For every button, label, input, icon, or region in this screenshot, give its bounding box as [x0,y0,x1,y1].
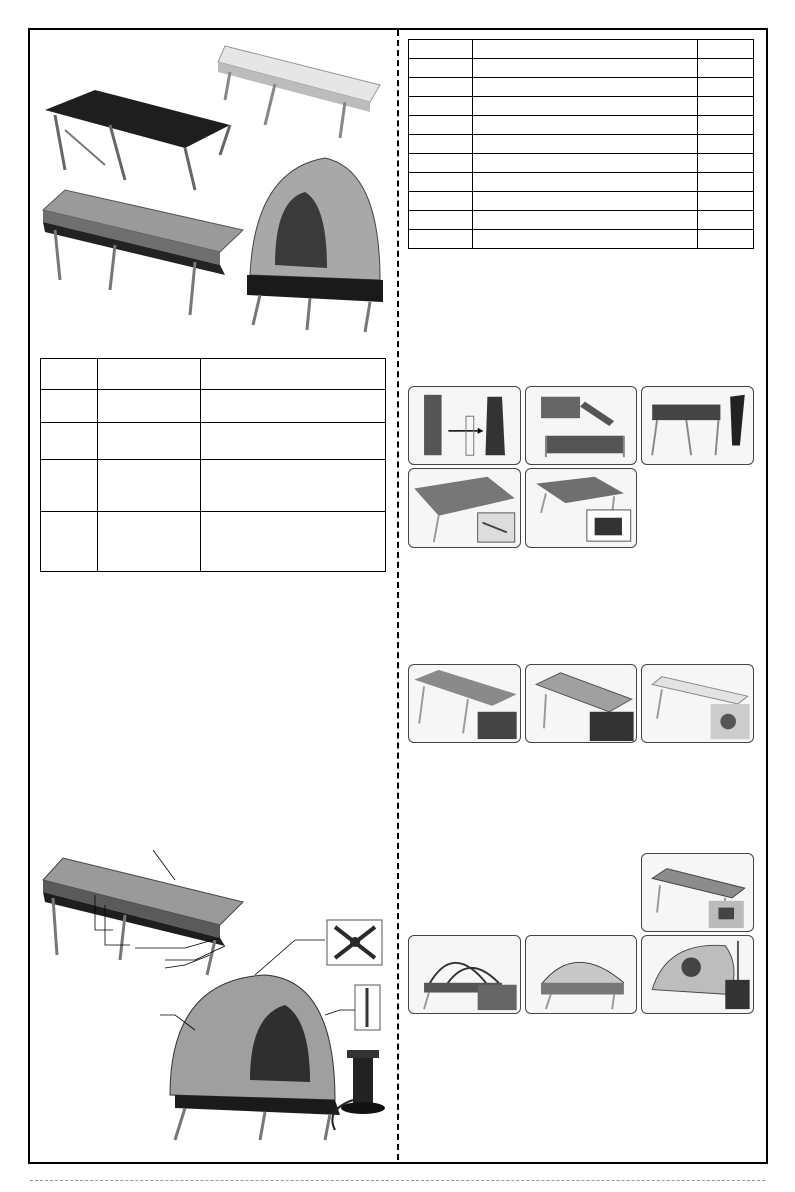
product-overview-illustration [35,40,390,335]
table-row [409,230,754,249]
table-row [409,192,754,211]
table-row [409,40,754,59]
black-cot-illustration [45,90,230,190]
table-row [409,135,754,154]
table-row [41,460,386,512]
table-row [409,97,754,116]
table-row [409,173,754,192]
table-row [41,390,386,423]
step-photo-cot-and-pocket [525,468,637,548]
step-photo-inflate [641,664,754,743]
step-photo-sleeping-bag [641,853,754,932]
step-photo-frame-assembly [525,386,637,465]
step-photo-fabric-tension [408,468,521,548]
table-row [41,359,386,390]
parts-table [408,39,754,249]
step-photo-leg-insertion [408,386,521,465]
table-row [41,512,386,572]
step-photo-tent-poles [408,935,521,1014]
table-row [409,78,754,97]
step-photo-air-mattress [525,664,637,743]
spec-table [40,358,386,572]
column-divider [397,30,399,1160]
step-photo-tent-complete [641,935,754,1014]
table-row [409,116,754,135]
table-row [409,211,754,230]
mat-cot-illustration [218,46,380,138]
table-row [409,59,754,78]
table-row [41,423,386,460]
step-photo-frame-standing [641,386,754,465]
step-photo-tent-cover [525,935,637,1014]
cut-line [30,1180,765,1181]
tent-cot-illustration [247,158,383,332]
step-photo-mat-on-cot [408,664,521,743]
sleeping-bag-cot-illustration [43,190,243,315]
table-row [409,154,754,173]
parts-diagram-illustration [35,810,390,1145]
